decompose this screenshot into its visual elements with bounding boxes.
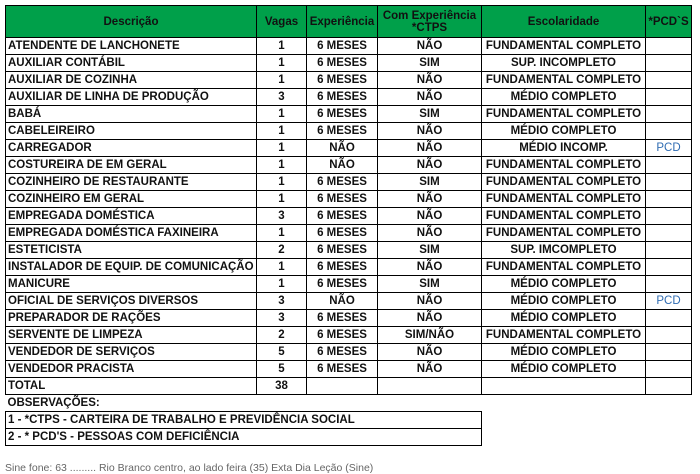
note1-row xyxy=(6,412,692,429)
cell-pcd xyxy=(646,225,692,242)
cell-vagas: 5 xyxy=(257,344,307,361)
header-experiencia: Experiência xyxy=(307,6,378,38)
cell-descricao: EMPREGADA DOMÉSTICA FAXINEIRA xyxy=(6,225,257,242)
cell-vagas: 1 xyxy=(257,106,307,123)
cell-ctps: NÃO xyxy=(378,344,482,361)
cell-descricao: COZINHEIRO EM GERAL xyxy=(6,191,257,208)
cell-escolaridade: FUNDAMENTAL COMPLETO xyxy=(482,38,646,55)
cell-pcd xyxy=(646,276,692,293)
observacao-note-2: 2 - * PCD'S - PESSOAS COM DEFICIÊNCIA xyxy=(6,429,378,446)
header-escolaridade: Escolaridade xyxy=(482,6,646,38)
cell-vagas: 1 xyxy=(257,174,307,191)
cell-vagas: 1 xyxy=(257,38,307,55)
cell-escolaridade: MÉDIO COMPLETO xyxy=(482,276,646,293)
table-row xyxy=(6,106,692,123)
cell-escolaridade: MÉDIO COMPLETO xyxy=(482,310,646,327)
total-empty-2 xyxy=(378,378,482,395)
cell-ctps: NÃO xyxy=(378,208,482,225)
cell-ctps: NÃO xyxy=(378,259,482,276)
cell-experiencia: 6 MESES xyxy=(307,123,378,140)
cell-escolaridade: FUNDAMENTAL COMPLETO xyxy=(482,259,646,276)
cell-descricao: ESTETICISTA xyxy=(6,242,257,259)
cell-pcd xyxy=(646,327,692,344)
cell-pcd xyxy=(646,361,692,378)
cell-descricao: CARREGADOR xyxy=(6,140,257,157)
cell-vagas: 3 xyxy=(257,89,307,106)
cell-escolaridade: SUP. INCOMPLETO xyxy=(482,55,646,72)
cell-experiencia: NÃO xyxy=(307,157,378,174)
cell-ctps: NÃO xyxy=(378,140,482,157)
table-row xyxy=(6,191,692,208)
cell-descricao: MANICURE xyxy=(6,276,257,293)
cell-escolaridade: FUNDAMENTAL COMPLETO xyxy=(482,327,646,344)
cell-ctps: NÃO xyxy=(378,191,482,208)
table-row xyxy=(6,140,692,157)
cell-experiencia: 6 MESES xyxy=(307,191,378,208)
cell-descricao: SERVENTE DE LIMPEZA xyxy=(6,327,257,344)
table-row xyxy=(6,276,692,293)
header-vagas: Vagas xyxy=(257,6,307,38)
cell-experiencia: 6 MESES xyxy=(307,106,378,123)
cell-escolaridade: MÉDIO COMPLETO xyxy=(482,344,646,361)
cell-vagas: 3 xyxy=(257,310,307,327)
cell-escolaridade: MÉDIO INCOMP. xyxy=(482,140,646,157)
cell-descricao: CABELEIREIRO xyxy=(6,123,257,140)
cell-experiencia: 6 MESES xyxy=(307,72,378,89)
table-row xyxy=(6,208,692,225)
table-row xyxy=(6,327,692,344)
table-row xyxy=(6,361,692,378)
cell-vagas: 2 xyxy=(257,327,307,344)
cell-descricao: AUXILIAR DE LINHA DE PRODUÇÃO xyxy=(6,89,257,106)
cell-descricao: PREPARADOR DE RAÇÕES xyxy=(6,310,257,327)
cell-experiencia: 6 MESES xyxy=(307,225,378,242)
cell-ctps: NÃO xyxy=(378,72,482,89)
cell-descricao: AUXILIAR DE COZINHA xyxy=(6,72,257,89)
note1-empty xyxy=(378,412,482,429)
cell-escolaridade: FUNDAMENTAL COMPLETO xyxy=(482,191,646,208)
cell-ctps: SIM xyxy=(378,174,482,191)
table-row xyxy=(6,225,692,242)
cell-descricao: VENDEDOR PRACISTA xyxy=(6,361,257,378)
cell-ctps: NÃO xyxy=(378,38,482,55)
total-label: TOTAL xyxy=(6,378,257,395)
header-descricao: Descrição xyxy=(6,6,257,38)
table-row xyxy=(6,174,692,191)
cell-ctps: NÃO xyxy=(378,157,482,174)
table-row xyxy=(6,344,692,361)
cell-pcd xyxy=(646,106,692,123)
cell-ctps: SIM xyxy=(378,55,482,72)
cell-escolaridade: MÉDIO COMPLETO xyxy=(482,123,646,140)
cell-experiencia: 6 MESES xyxy=(307,89,378,106)
cell-vagas: 3 xyxy=(257,208,307,225)
table-row xyxy=(6,157,692,174)
header-pcds: *PCD`S xyxy=(646,6,692,38)
cell-descricao: EMPREGADA DOMÉSTICA xyxy=(6,208,257,225)
cell-ctps: SIM xyxy=(378,276,482,293)
cell-pcd: PCD xyxy=(646,293,692,310)
cell-experiencia: 6 MESES xyxy=(307,344,378,361)
cell-pcd xyxy=(646,89,692,106)
cell-pcd xyxy=(646,191,692,208)
cell-ctps: NÃO xyxy=(378,361,482,378)
cell-pcd xyxy=(646,123,692,140)
cell-experiencia: 6 MESES xyxy=(307,361,378,378)
cell-vagas: 2 xyxy=(257,242,307,259)
table-row xyxy=(6,123,692,140)
observacoes-row xyxy=(6,395,692,412)
cell-vagas: 1 xyxy=(257,259,307,276)
cell-experiencia: 6 MESES xyxy=(307,208,378,225)
cell-escolaridade: MÉDIO COMPLETO xyxy=(482,293,646,310)
job-vacancy-sheet xyxy=(5,5,692,446)
cell-experiencia: NÃO xyxy=(307,293,378,310)
observacao-note-1: 1 - *CTPS - CARTEIRA DE TRABALHO E PREVIDÊNCIA SOCIAL xyxy=(6,412,378,429)
cell-experiencia: 6 MESES xyxy=(307,259,378,276)
cell-ctps: SIM xyxy=(378,106,482,123)
table-row xyxy=(6,259,692,276)
table-row xyxy=(6,38,692,55)
cell-descricao: COSTUREIRA DE EM GERAL xyxy=(6,157,257,174)
cell-pcd xyxy=(646,310,692,327)
table-row xyxy=(6,310,692,327)
cell-vagas: 1 xyxy=(257,72,307,89)
cell-vagas: 1 xyxy=(257,123,307,140)
total-empty-4 xyxy=(646,378,692,395)
cell-pcd xyxy=(646,55,692,72)
cell-descricao: INSTALADOR DE EQUIP. DE COMUNICAÇÃO xyxy=(6,259,257,276)
cell-experiencia: 6 MESES xyxy=(307,38,378,55)
cell-escolaridade: FUNDAMENTAL COMPLETO xyxy=(482,106,646,123)
vacancy-body xyxy=(6,38,692,378)
table-row xyxy=(6,293,692,310)
cell-experiencia: 6 MESES xyxy=(307,327,378,344)
cell-experiencia: 6 MESES xyxy=(307,276,378,293)
total-vagas: 38 xyxy=(257,378,307,395)
cell-pcd xyxy=(646,72,692,89)
cell-ctps: SIM xyxy=(378,242,482,259)
cell-escolaridade: SUP. IMCOMPLETO xyxy=(482,242,646,259)
cell-escolaridade: FUNDAMENTAL COMPLETO xyxy=(482,225,646,242)
note2-row xyxy=(6,429,692,446)
table-row xyxy=(6,89,692,106)
header-com-experiencia: Com Experiência *CTPS xyxy=(378,6,482,38)
cell-experiencia: NÃO xyxy=(307,140,378,157)
cell-experiencia: 6 MESES xyxy=(307,55,378,72)
cell-experiencia: 6 MESES xyxy=(307,242,378,259)
cell-pcd xyxy=(646,174,692,191)
cell-escolaridade: FUNDAMENTAL COMPLETO xyxy=(482,174,646,191)
cell-descricao: ATENDENTE DE LANCHONETE xyxy=(6,38,257,55)
cell-escolaridade: FUNDAMENTAL COMPLETO xyxy=(482,208,646,225)
cell-escolaridade: FUNDAMENTAL COMPLETO xyxy=(482,72,646,89)
cell-descricao: COZINHEIRO DE RESTAURANTE xyxy=(6,174,257,191)
cell-vagas: 1 xyxy=(257,140,307,157)
observacoes-label: OBSERVAÇÕES: xyxy=(7,397,100,409)
note2-empty xyxy=(378,429,482,446)
cell-vagas: 1 xyxy=(257,225,307,242)
cell-ctps: NÃO xyxy=(378,123,482,140)
cell-descricao: AUXILIAR CONTÁBIL xyxy=(6,55,257,72)
header-row xyxy=(6,6,692,38)
cell-vagas: 1 xyxy=(257,157,307,174)
table-row xyxy=(6,72,692,89)
cell-vagas: 5 xyxy=(257,361,307,378)
cell-descricao: OFICIAL DE SERVIÇOS DIVERSOS xyxy=(6,293,257,310)
cell-pcd xyxy=(646,38,692,55)
cell-vagas: 1 xyxy=(257,191,307,208)
cell-pcd: PCD xyxy=(646,140,692,157)
cell-ctps: NÃO xyxy=(378,310,482,327)
vacancy-table xyxy=(5,5,692,446)
cell-pcd xyxy=(646,242,692,259)
footer-note: Sine fone: 63 ......... Rio Branco centro, ao lado feira (35) Exta Dia Leção (Sine) xyxy=(5,462,374,474)
cell-pcd xyxy=(646,259,692,276)
table-row xyxy=(6,242,692,259)
total-empty-3 xyxy=(482,378,646,395)
cell-escolaridade: MÉDIO COMPLETO xyxy=(482,361,646,378)
cell-ctps: NÃO xyxy=(378,89,482,106)
cell-descricao: VENDEDOR DE SERVIÇOS xyxy=(6,344,257,361)
cell-pcd xyxy=(646,208,692,225)
total-row xyxy=(6,378,692,395)
table-row xyxy=(6,55,692,72)
cell-experiencia: 6 MESES xyxy=(307,174,378,191)
cell-experiencia: 6 MESES xyxy=(307,310,378,327)
cell-descricao: BABÁ xyxy=(6,106,257,123)
cell-escolaridade: MÉDIO COMPLETO xyxy=(482,89,646,106)
cell-pcd xyxy=(646,344,692,361)
cell-ctps: SIM/NÃO xyxy=(378,327,482,344)
cell-vagas: 3 xyxy=(257,293,307,310)
total-empty-1 xyxy=(307,378,378,395)
cell-pcd xyxy=(646,157,692,174)
cell-ctps: NÃO xyxy=(378,293,482,310)
cell-vagas: 1 xyxy=(257,55,307,72)
cell-vagas: 1 xyxy=(257,276,307,293)
cell-escolaridade: FUNDAMENTAL COMPLETO xyxy=(482,157,646,174)
cell-ctps: NÃO xyxy=(378,225,482,242)
